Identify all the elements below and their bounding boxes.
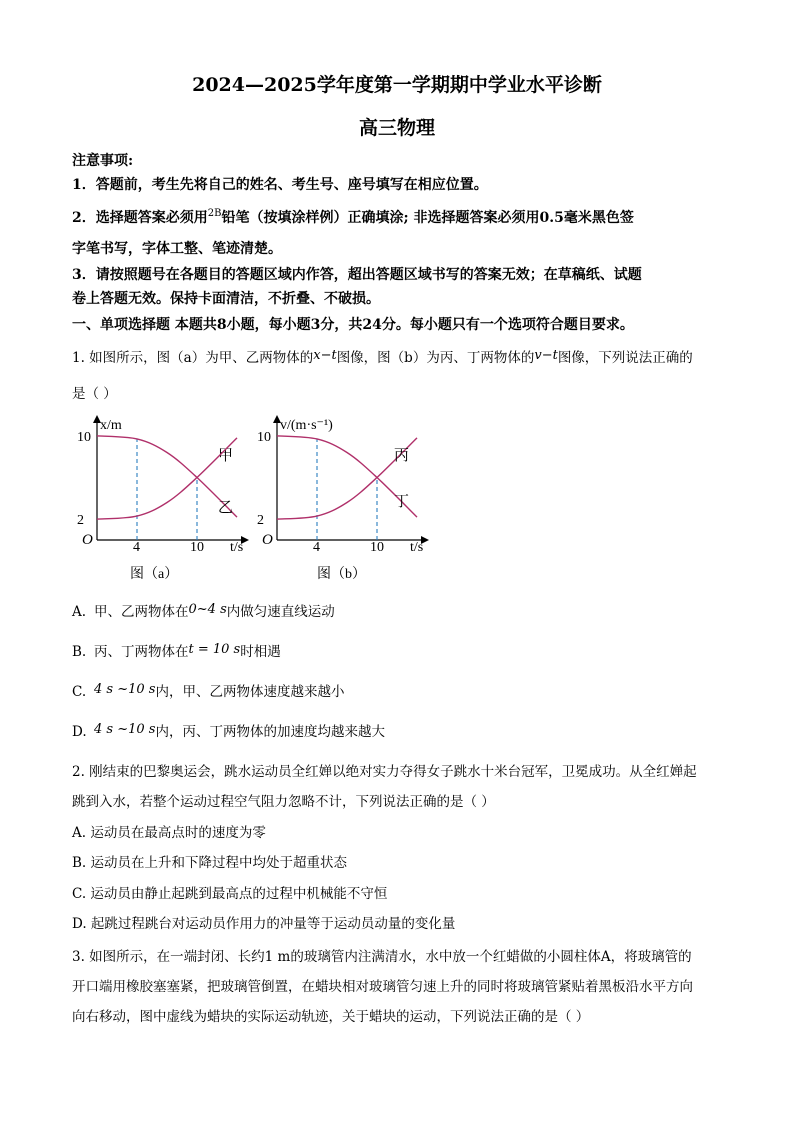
notice-item-2-cont: 字笔书写，字体工整、笔迹清楚。 xyxy=(72,241,282,257)
chart-caption: 图（a） xyxy=(130,567,179,582)
q1-option-c[interactable] xyxy=(72,680,344,700)
q1-option-a-text-1: 甲、乙两物体在 xyxy=(94,604,189,620)
section-1-heading: 一、单项选择题 本题共8小题，每小题3分，共24分。每小题只有一个选项符合题目要求。 xyxy=(72,317,634,333)
question-2-stem: 2. 刚结束的巴黎奥运会，跳水运动员全红婵以绝对实力夺得女子跳水十米台冠军，卫冕成功。从全红婵起 xyxy=(72,764,697,780)
x-tick-label: 4 xyxy=(313,540,320,555)
exam-subject: 高三物理 xyxy=(358,117,435,139)
notice-heading: 注意事项: xyxy=(72,153,134,169)
q1-option-d[interactable] xyxy=(72,720,385,740)
question-3-stem-2: 开口端用橡胶塞塞紧，把玻璃管倒置，在蜡块相对玻璃管匀速上升的同时将玻璃管紧贴着黑板沿水平方向 xyxy=(72,979,693,995)
exam-title: 2024—2025学年度第一学期期中学业水平诊断 xyxy=(192,74,602,96)
q1-stem-a: 1. 如图所示，图（a）为甲、乙两物体的 xyxy=(72,350,314,366)
q1-option-b[interactable] xyxy=(72,640,281,660)
q1-figures xyxy=(60,412,424,587)
y-tick-label: 10 xyxy=(257,429,271,445)
q1-option-a-text-2: 内做匀速直线运动 xyxy=(226,604,335,620)
q1-option-d-label: D. xyxy=(72,724,87,740)
x-tick-label: 10 xyxy=(190,540,204,555)
x-axis-label: t/s xyxy=(410,540,424,555)
q2-option-c[interactable]: C. 运动员由静止起跳到最高点的过程中机械能不守恒 xyxy=(72,886,388,902)
q1-option-a-math: 0~4 s xyxy=(188,602,227,617)
x-axis-label: t/s xyxy=(230,540,244,555)
series-label-1: 甲 xyxy=(218,448,234,464)
notice-item-3: 3．请按照题号在各题目的答题区域内作答，超出答题区域书写的答案无效；在草稿纸、试题 xyxy=(72,267,642,283)
q1-option-d-text: 内，丙、丁两物体的加速度均越来越大 xyxy=(155,724,385,740)
x-tick-label: 4 xyxy=(133,540,140,555)
q1-option-c-label: C. xyxy=(72,684,87,700)
y-tick-label: 2 xyxy=(257,513,264,529)
notice-item-1: 1．答题前，考生先将自己的姓名、考生号、座号填写在相应位置。 xyxy=(72,177,488,193)
x-tick-label: 10 xyxy=(370,540,384,555)
notice-item-2 xyxy=(72,207,732,227)
q1-option-c-math: 4 s ~10 s xyxy=(94,682,156,697)
q2-option-b[interactable]: B. 运动员在上升和下降过程中均处于超重状态 xyxy=(72,855,348,871)
origin-label: O xyxy=(262,532,273,548)
origin-label: O xyxy=(82,532,93,548)
q1-stem-vt: v−t xyxy=(534,348,558,363)
notice-item-2-c: 铅笔（按填涂样例）正确填涂; 非选择题答案必须用0.5毫米黑色签 xyxy=(221,210,634,226)
question-1-stem-cont: 是（ ） xyxy=(72,386,117,402)
question-3-stem-3: 向右移动，图中虚线为蜡块的实际运动轨迹，关于蜡块的运动，下列说法正确的是（ ） xyxy=(72,1009,590,1025)
y-axis-label: x/m xyxy=(100,418,122,433)
question-3-stem: 3. 如图所示，在一端封闭、长约1 m的玻璃管内注满清水，水中放一个红蜡做的小圆柱体A，将玻璃管的 xyxy=(72,949,692,965)
q1-option-d-math: 4 s ~10 s xyxy=(94,722,156,737)
q1-stem-xt: x−t xyxy=(313,348,337,363)
q1-option-b-text-1: 丙、丁两物体在 xyxy=(94,644,189,660)
q1-option-b-text-2: 时相遇 xyxy=(240,644,281,660)
q1-option-a[interactable] xyxy=(72,600,335,620)
chart-b xyxy=(257,417,427,582)
q1-stem-c: 图像，下列说法正确的 xyxy=(557,350,693,366)
question-2-stem-cont: 跳到入水，若整个运动过程空气阻力忽略不计，下列说法正确的是（ ） xyxy=(72,794,495,810)
q1-option-b-math: t = 10 s xyxy=(188,642,241,657)
series-line-1 xyxy=(97,436,237,517)
y-axis-label: v/(m·s⁻¹) xyxy=(280,418,333,433)
notice-item-3-cont: 卷上答题无效。保持卡面清洁，不折叠、不破损。 xyxy=(72,291,380,307)
series-label-1: 丙 xyxy=(394,448,410,464)
y-tick-label: 2 xyxy=(77,513,84,529)
q2-option-a[interactable]: A. 运动员在最高点时的速度为零 xyxy=(72,825,266,841)
series-label-2: 乙 xyxy=(218,500,234,516)
y-tick-label: 10 xyxy=(77,429,91,445)
series-line-2 xyxy=(97,438,237,519)
chart-caption: 图（b） xyxy=(317,567,366,582)
chart-a xyxy=(77,417,247,582)
notice-item-2-b: 2B xyxy=(207,208,222,219)
question-1-stem xyxy=(72,346,732,366)
q1-option-b-label: B. xyxy=(72,644,87,660)
q1-stem-b: 图像，图（b）为丙、丁两物体的 xyxy=(336,350,535,366)
series-label-2: 丁 xyxy=(394,494,410,510)
q2-option-d[interactable]: D. 起跳过程跳台对运动员作用力的冲量等于运动员动量的变化量 xyxy=(72,916,456,932)
q1-option-c-text: 内，甲、乙两物体速度越来越小 xyxy=(155,684,345,700)
notice-item-2-a: 2．选择题答案必须用 xyxy=(72,210,208,226)
q1-option-a-label: A. xyxy=(72,604,87,620)
